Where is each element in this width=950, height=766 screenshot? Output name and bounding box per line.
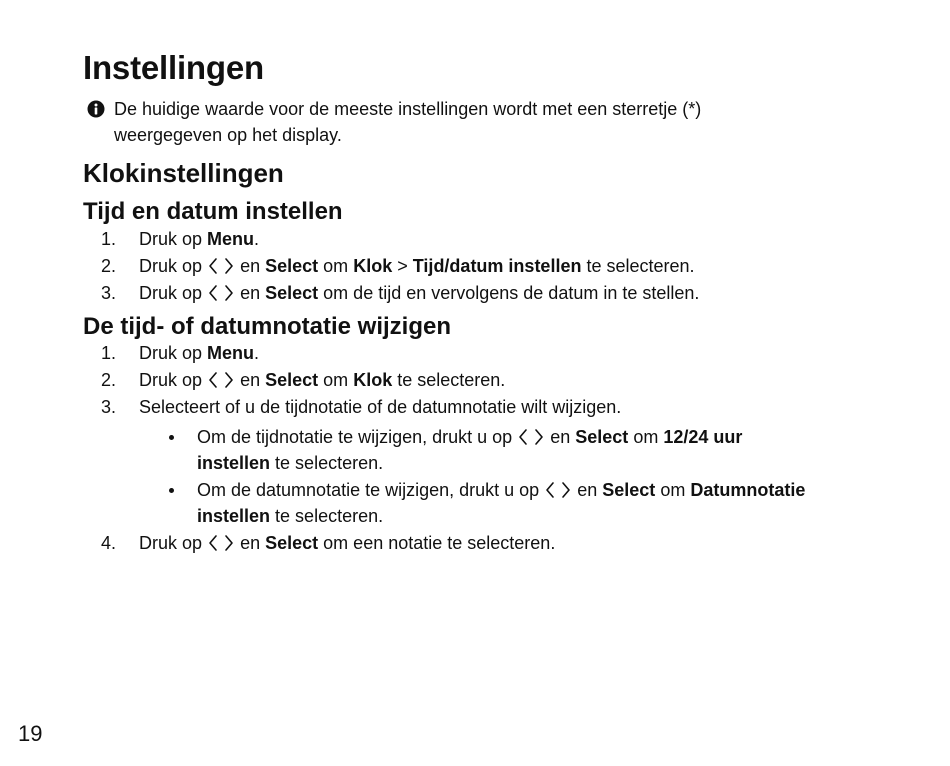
step-number: 3. (101, 397, 117, 417)
step-text: om een notatie te selecteren. (323, 533, 556, 553)
steps-time-date (0, 226, 900, 307)
step-1 (0, 226, 900, 253)
step-number: 3. (101, 283, 117, 303)
step-3 (0, 394, 900, 529)
steps-format (0, 340, 900, 557)
subsection-heading-format: De tijd- of datumnotatie wijzigen (83, 313, 451, 340)
step-text: om (323, 256, 349, 276)
subsection-heading-time-date: Tijd en datum instellen (83, 198, 343, 225)
bullet-dot (169, 488, 174, 493)
step-1 (0, 340, 900, 367)
step-text: en (240, 370, 261, 390)
step-number: 2. (101, 370, 117, 390)
left-right-arrows-icon (518, 428, 544, 446)
bullet-text: en (577, 480, 598, 500)
step-text: Druk op (139, 343, 208, 363)
step-4 (0, 530, 900, 557)
step-text: te selecteren. (586, 256, 695, 276)
left-right-arrows-icon (208, 534, 234, 552)
bullet-text: Om de tijdnotatie te wijzigen, drukt u op (197, 427, 513, 447)
select-label: Select (602, 480, 656, 500)
select-label: Select (265, 256, 319, 276)
step-text: Druk op (139, 283, 203, 303)
menu-option-12-24: 12/24 uur instellen (197, 427, 743, 473)
step-text: Selecteert of u de tijdnotatie of de datumnotatie wilt wijzigen. (139, 397, 622, 417)
left-right-arrows-icon (208, 257, 234, 275)
menu-path-klok: Klok (353, 256, 393, 276)
step-text: Druk op (139, 533, 203, 553)
path-separator: > (397, 256, 408, 276)
step-3 (0, 280, 900, 307)
bullet-dot (169, 435, 174, 440)
left-right-arrows-icon (208, 284, 234, 302)
page-title: Instellingen (83, 49, 264, 86)
step-text: Druk op (139, 256, 203, 276)
bullet-text: om (633, 427, 659, 447)
bullet-text: te selecteren. (275, 506, 384, 526)
step-text: te selecteren. (397, 370, 506, 390)
menu-label: Menu (207, 229, 255, 249)
bullet-text: Om de datumnotatie te wijzigen, drukt u op (197, 480, 540, 500)
left-right-arrows-icon (208, 371, 234, 389)
step-text: en (240, 283, 261, 303)
step-number: 1. (101, 229, 117, 249)
menu-option-date-format: Datumnotatie instellen (197, 480, 806, 526)
note-text: De huidige waarde voor de meeste instellingen wordt met een sterretje (*) weergegeven op het display. (114, 99, 702, 145)
bullet-text: om (660, 480, 686, 500)
step-2 (0, 253, 900, 280)
menu-path-time-date: Tijd/datum instellen (412, 256, 582, 276)
bullet-text: te selecteren. (275, 453, 384, 473)
step-text: . (254, 229, 260, 249)
step-text: Druk op (139, 370, 203, 390)
step-text: om (323, 370, 349, 390)
select-label: Select (265, 533, 319, 553)
info-icon (87, 100, 105, 118)
select-label: Select (575, 427, 629, 447)
menu-label: Menu (207, 343, 255, 363)
step-text: om de tijd en vervolgens de datum in te stellen. (323, 283, 700, 303)
select-label: Select (265, 370, 319, 390)
step-text: en (240, 533, 261, 553)
section-heading: Klokinstellingen (83, 158, 284, 188)
menu-path-klok: Klok (353, 370, 393, 390)
page-number: 19 (18, 721, 43, 746)
step-number: 4. (101, 533, 117, 553)
step-number: 1. (101, 343, 117, 363)
select-label: Select (265, 283, 319, 303)
bullet-text: en (550, 427, 571, 447)
step-text: Druk op (139, 229, 208, 249)
step-text: . (254, 343, 260, 363)
format-options (139, 424, 900, 529)
step-2 (0, 367, 900, 394)
step-number: 2. (101, 256, 117, 276)
left-right-arrows-icon (545, 481, 571, 499)
step-text: en (240, 256, 261, 276)
bullet-date-format (139, 477, 817, 529)
bullet-time-format (139, 424, 817, 476)
